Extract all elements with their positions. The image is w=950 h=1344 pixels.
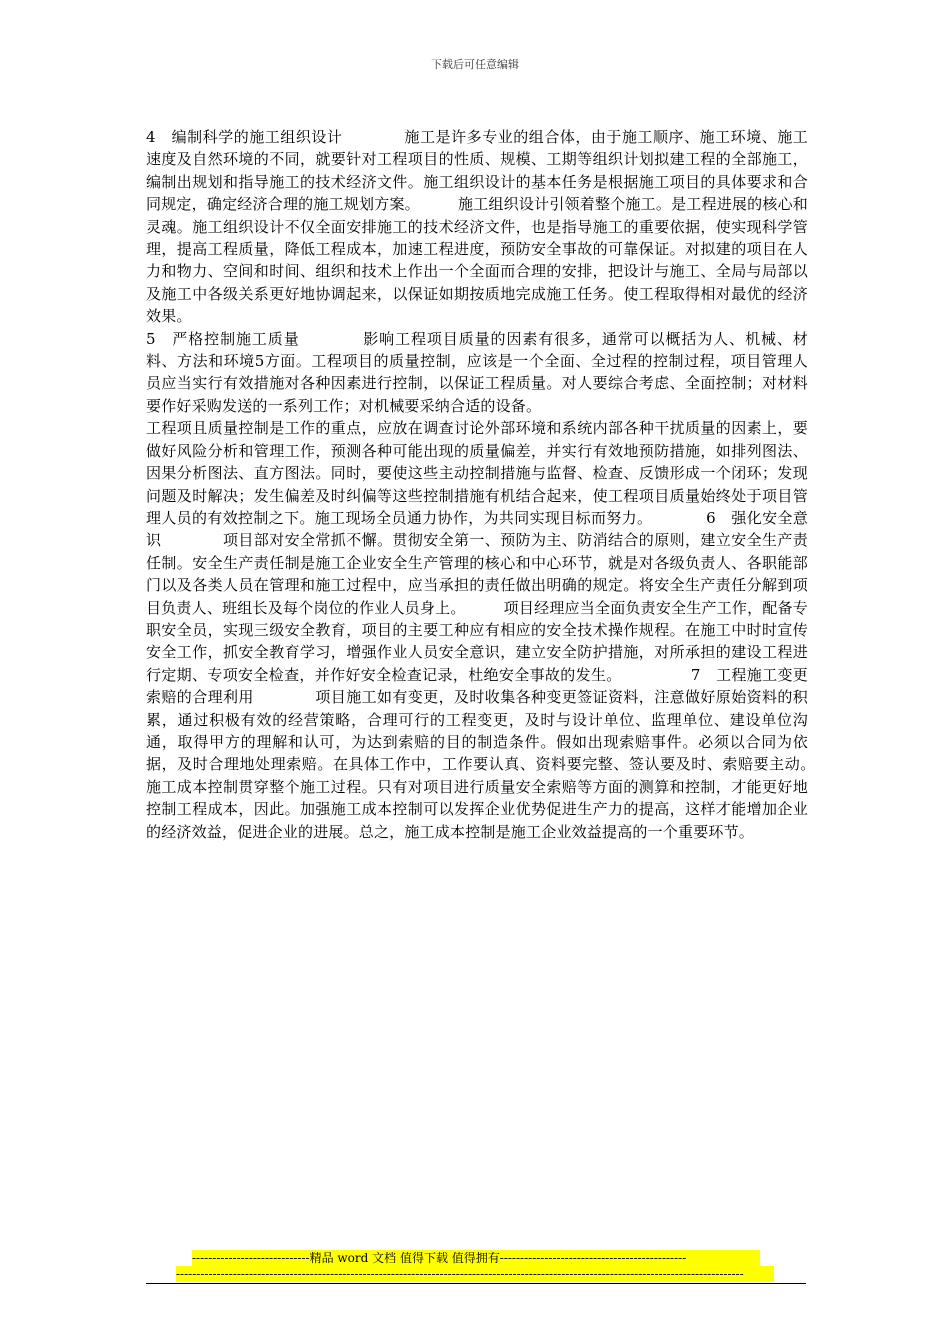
footer-dash-line: -------------------------------------------------------------------------------------------------------------------------------------------- <box>176 1266 774 1282</box>
paragraph-quality-safety-cost: 工程项且质量控制是工作的重点，应放在调查讨论外部环境和系统内部各种干扰质量的因素上，要做好风险分析和管理工作，预测各种可能出现的质量偏差，并实行有效地预防措施，如排列图法、因果分析图法、直方图法。同时，要使这些主动控制措施与监督、检查、反馈形成一个闭环；发现问题及时解决；发生偏差及时纠偏等这些控制措施有机结合起来，使工程项目质量始终处于项目管理人员的有效控制之下。施工现场全员通力协作，为共同实现目标而努力。 6 强化安全意识 项目部对安全常抓不懈。贯彻安全第一、预防为主、防消结合的原则，建立安全生产责任制。安全生产责任制是施工企业安全生产管理的核心和中心环节，就是对各级负责人、各职能部门以及各类人员在管理和施工过程中，应当承担的责任做出明确的规定。将安全生产责任分解到项目负责人、班组长及每个岗位的作业人员身上。 项目经理应当全面负责安全生产工作，配备专职安全员，实现三级安全教育，项目的主要工种应有相应的安全技术操作规程。在施工中时时宣传安全工作，抓安全教育学习，增强作业人员安全意识，建立安全防护措施，对所承担的建设工程进行定期、专项安全检查，并作好安全检查记录，杜绝安全事故的发生。 7 工程施工变更索赔的合理利用 项目施工如有变更，及时收集各种变更签证资料，注意做好原始资料的积累，通过积极有效的经营策略，合理可行的工程变更，及时与设计单位、监理单位、建设单位沟通，取得甲方的理解和认可，为达到索赔的目的制造条件。假如出现索赔事件。必须以合同为依据，及时合理地处理索赔。在具体工作中，工作要认真、资料要完整、签认要及时、索赔要主动。 施工成本控制贯穿整个施工过程。只有对项目进行质量安全索赔等方面的测算和控制，才能更好地控制工程成本，因此。加强施工成本控制可以发挥企业优势促进生产力的提高，这样才能增加企业的经济效益，促进企业的进展。总之，施工成本控制是施工企业效益提高的一个重要环节。 <box>146 419 854 841</box>
paragraph-section-4: 4 编制科学的施工组织设计 施工是许多专业的组合体，由于施工顺序、施工环境、施工速度及自然环境的不同，就要针对工程项目的性质、规模、工期等组织计划拟建工程的全部施工，编制出规划和指导施工的技术经济文件。施工组织设计的基本任务是根据施工项目的具体要求和合同规定，确定经济合理的施工规划方案。 施工组织设计引领着整个施工。是工程进展的核心和灵魂。施工组织设计不仅全面安排施工的技术经济文件，也是指导施工的重要依据，使实现科学管理，提高工程质量，降低工程成本，加速工程进度，预防安全事故的可靠保证。对拟建的项目在人力和物力、空间和时间、组织和技术上作出一个全面而合理的安排，把设计与施工、全局与局部以及施工中各级关系更好地协调起来，以保证如期按质地完成施工任务。使工程取得相对最优的经济效果。 <box>146 128 808 326</box>
footer-divider <box>146 1283 806 1284</box>
paragraph-section-5: 5 严格控制施工质量 影响工程项目质量的因素有很多，通常可以概括为人、机械、材料、方法和环境5方面。工程项目的质量控制，应该是一个全面、全过程的控制过程，项目管理人员应当实行有效措施对各种因素进行控制，以保证工程质量。对人要综合考虑、全面控制；对材料要作好采购发送的一系列工作；对机械要采纳合适的设备。 <box>146 329 808 415</box>
page-header: 下载后可任意编辑 <box>431 58 519 71</box>
page-footer <box>146 1250 806 1284</box>
footer-banner-line: -----------------------------精品 word 文档 值得下载 值得拥有---------------------------------------------- <box>192 1250 760 1266</box>
document-body <box>146 126 854 843</box>
